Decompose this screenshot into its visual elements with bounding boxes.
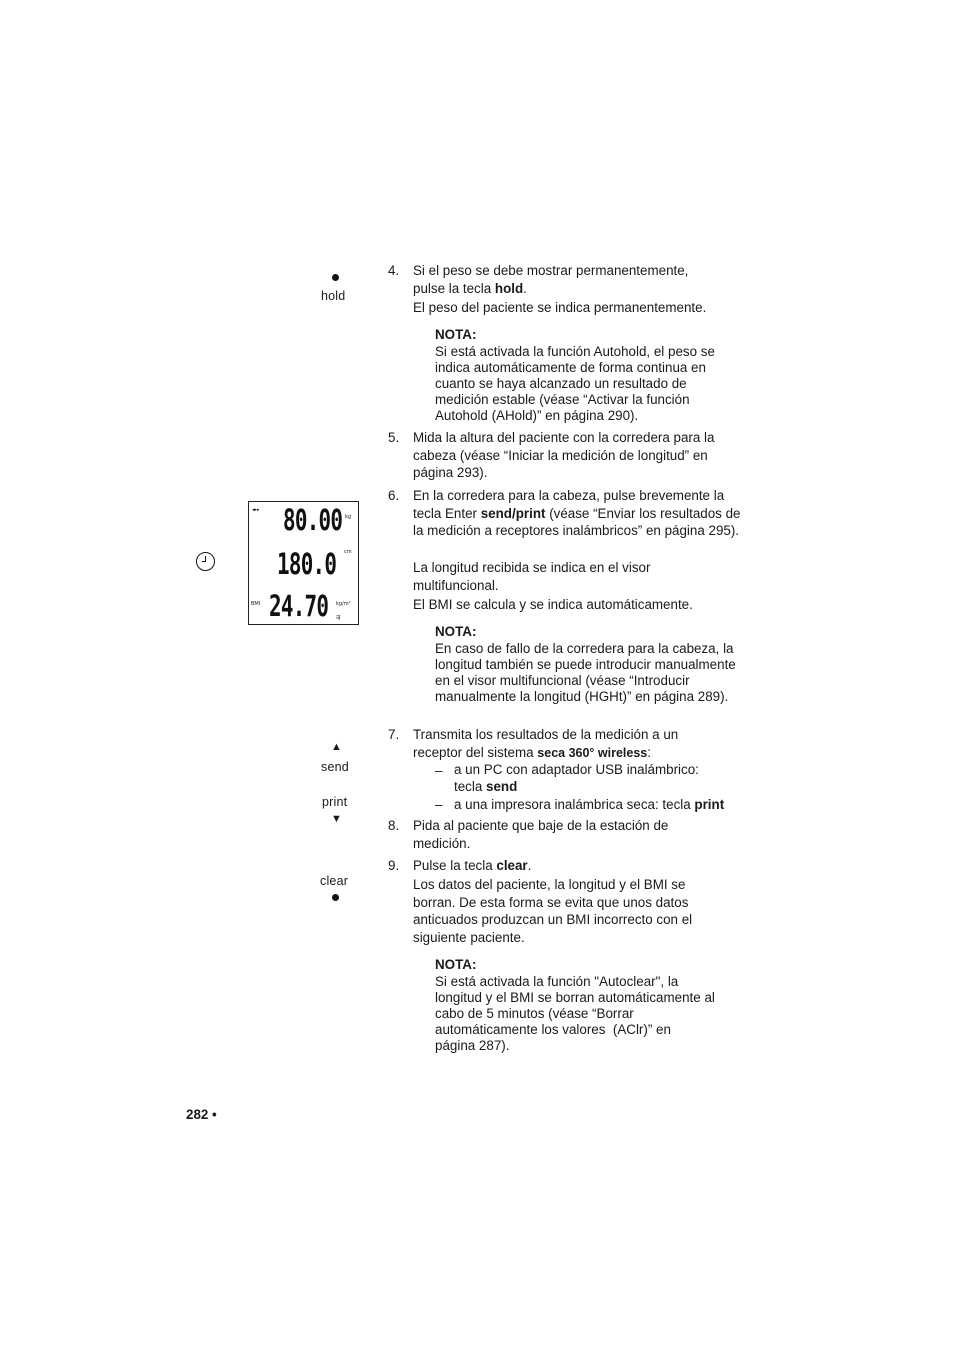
- text-span: En la corredera para la cabeza, pulse brevemente la tecla Enter: [413, 488, 725, 521]
- sync-icon: ◂▸▸: [252, 507, 260, 513]
- display-bmi: 24.70: [269, 589, 329, 623]
- display-bmi-unit: kg/m²: [336, 601, 351, 607]
- text-span: .: [523, 280, 527, 296]
- print-key-label: print: [322, 795, 348, 809]
- note-line: Si está activada la función "Autoclear", la: [435, 973, 679, 989]
- list-item: [454, 796, 744, 814]
- hold-key-label: hold: [321, 289, 346, 303]
- display-weight-unit: kg: [345, 514, 352, 520]
- step-text: [413, 487, 743, 540]
- clear-key-label: clear: [320, 874, 349, 888]
- multifunction-display: [248, 501, 359, 625]
- display-weight: 80.00: [283, 503, 343, 537]
- list-line: a un PC con adaptador USB inalámbrico:: [454, 762, 699, 777]
- step-text: [413, 857, 743, 875]
- clock-icon: [196, 552, 215, 571]
- text-span: pulse la tecla: [413, 280, 495, 296]
- step-number: 4.: [388, 263, 400, 278]
- step-number: 6.: [388, 488, 400, 503]
- display-bmi-label: BMI: [251, 601, 261, 607]
- up-triangle-icon: ▲: [331, 741, 342, 753]
- transmit-icon: ⇶: [336, 615, 341, 621]
- text-span: :: [647, 744, 651, 760]
- note-text: En caso de fallo de la corredera para la cabeza, la longitud también se puede introducir manualmente en el visor multifuncional (véase “Introducir manualmente la longitud (HGHt)” en página 289).: [435, 640, 736, 705]
- send-key-label: send: [321, 760, 349, 774]
- text-span: receptor del sistema: [413, 744, 538, 760]
- note-line: página 287).: [435, 1037, 510, 1053]
- text-span: a una impresora inalámbrica seca: tecla: [454, 797, 695, 812]
- step-number: 5.: [388, 430, 400, 445]
- step-line: Si el peso se debe mostrar permanentemente,: [413, 263, 689, 278]
- down-triangle-icon: ▼: [331, 813, 342, 825]
- list-item: [454, 762, 744, 795]
- key-name: hold: [494, 280, 524, 296]
- note-line: cabo de 5 minutos (véase “Borrar: [435, 1005, 634, 1021]
- step-number: 8.: [388, 818, 400, 833]
- step-text: [413, 726, 743, 762]
- note-line: longitud y el BMI se borran automáticamente al: [435, 989, 715, 1005]
- step-line: [413, 744, 743, 763]
- text-span: tecla: [454, 778, 487, 794]
- page-number: 282 •: [186, 1107, 217, 1122]
- hold-key-dot-icon: [332, 274, 339, 281]
- list-line: [454, 779, 744, 796]
- step-text: Pida al paciente que baje de la estación de medición.: [413, 818, 669, 851]
- step-result: Los datos del paciente, la longitud y el BMI se borran. De esta forma se evita que unos datos anticuados produzcan un BMI incorrecto con el siguiente paciente.: [413, 877, 693, 945]
- note-block: [435, 326, 740, 424]
- step-line: [413, 280, 743, 298]
- key-name: send: [486, 778, 518, 794]
- step-text: [413, 262, 743, 297]
- text-span: Pulse la tecla: [413, 858, 497, 873]
- step-line: Transmita los resultados de la medición a un: [413, 727, 679, 742]
- step-result: El peso del paciente se indica permanentemente.: [413, 300, 707, 315]
- key-name: clear: [496, 858, 528, 873]
- note-title: NOTA:: [435, 957, 477, 972]
- note-text: Si está activada la función Autohold, el peso se indica automáticamente de forma continua en cuanto se haya alcanzado un resultado de medición estable (véase “Activar la función Autohold (AHold)” en página 290).: [435, 343, 715, 423]
- display-length: 180.0: [277, 547, 337, 581]
- note-title: NOTA:: [435, 327, 477, 342]
- step-number: 7.: [388, 727, 400, 742]
- note-block: [435, 623, 740, 706]
- clear-key-dot-icon: [332, 894, 339, 901]
- step-result: El BMI se calcula y se indica automáticamente.: [413, 597, 693, 612]
- list-dash: –: [435, 763, 443, 778]
- product-name: seca 360° wireless: [537, 745, 648, 760]
- note-block: [435, 956, 740, 1054]
- text-span: .: [527, 858, 532, 873]
- list-dash: –: [435, 797, 443, 812]
- step-text: Mida la altura del paciente con la corredera para la cabeza (véase “Iniciar la medición de longitud” en página 293).: [413, 430, 715, 480]
- step-result: La longitud recibida se indica en el visor multifuncional.: [413, 560, 651, 593]
- step-number: 9.: [388, 858, 400, 873]
- note-line: automáticamente los valores (AClr)” en: [435, 1021, 671, 1037]
- text-span: (véase “Enviar los resultados de la medición a receptores inalámbricos” en página 295).: [413, 505, 741, 538]
- key-name: print: [694, 797, 725, 812]
- display-length-unit: cm: [344, 549, 352, 555]
- key-name: send/print: [480, 505, 546, 521]
- note-title: NOTA:: [435, 624, 477, 639]
